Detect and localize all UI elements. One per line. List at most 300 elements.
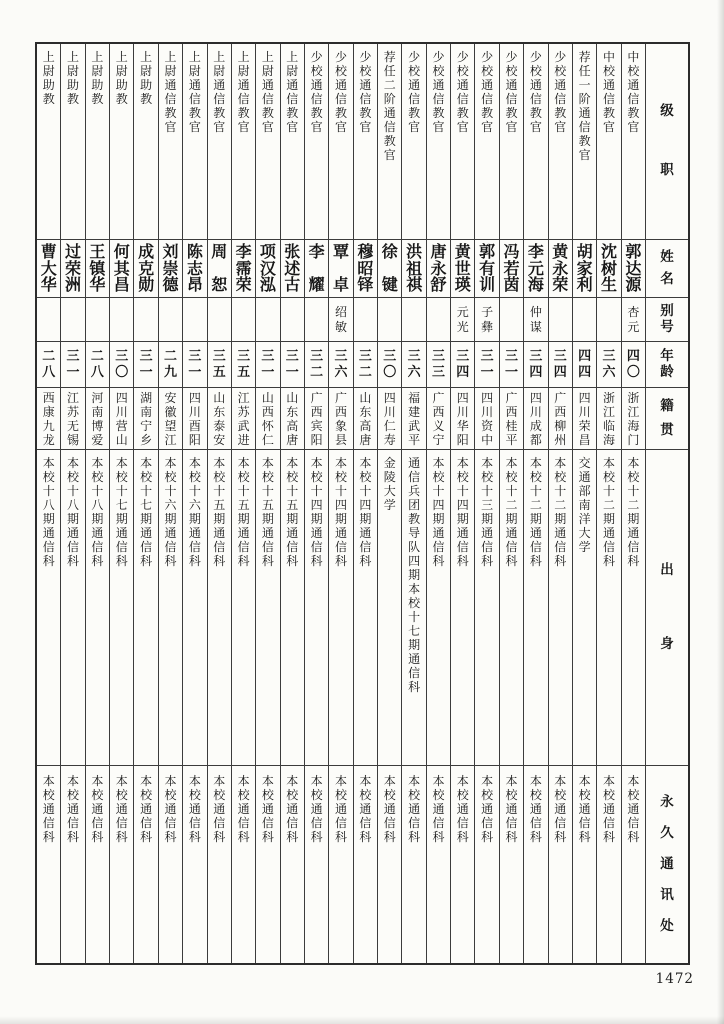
char: 福 — [408, 390, 421, 405]
native-place-cell — [110, 388, 133, 450]
char: 怀 — [261, 418, 274, 433]
person-column — [401, 44, 425, 963]
char: 四 — [529, 390, 542, 405]
char: 江 — [602, 404, 615, 419]
char: 助 — [91, 78, 104, 92]
char: 官 — [602, 120, 615, 134]
char: 仁 — [383, 418, 396, 433]
char: 信 — [335, 92, 348, 106]
origin-cell — [208, 450, 231, 766]
person-column — [60, 44, 84, 963]
char: 洪 — [406, 242, 423, 261]
rank-cell — [573, 44, 596, 240]
char: 州 — [554, 432, 567, 447]
char: 通 — [529, 78, 542, 92]
char: 通 — [286, 802, 299, 816]
address-cell — [402, 766, 425, 963]
char: 科 — [310, 554, 323, 568]
char: 校 — [627, 64, 640, 78]
char: 科 — [310, 830, 323, 844]
char: 尉 — [67, 64, 80, 78]
name-cell — [37, 240, 60, 298]
address-cell — [378, 766, 401, 963]
origin-cell — [402, 450, 425, 766]
char: 教 — [554, 106, 567, 120]
char: 部 — [578, 484, 591, 498]
char: 通 — [42, 526, 55, 540]
char: 西 — [505, 404, 518, 419]
char: 科 — [408, 830, 421, 844]
alias-cell — [183, 298, 206, 342]
char: 通 — [261, 802, 274, 816]
char: 少 — [408, 50, 421, 64]
address-cell — [524, 766, 547, 963]
char: 信 — [164, 92, 177, 106]
char: 官 — [213, 120, 226, 134]
char: 本 — [627, 456, 640, 470]
char: 广 — [432, 390, 445, 405]
char: 本 — [359, 456, 372, 470]
address-cell — [597, 766, 620, 963]
char: 本 — [115, 774, 128, 788]
char: 本 — [456, 774, 469, 788]
char: 西 — [554, 404, 567, 419]
char: 永 — [552, 258, 569, 278]
char: 都 — [529, 432, 542, 447]
char: 久 — [660, 824, 674, 841]
rank-cell — [183, 44, 206, 240]
char: 通 — [310, 78, 323, 92]
char: 四 — [335, 498, 348, 512]
char: 本 — [408, 582, 421, 596]
char: 校 — [140, 788, 153, 802]
char: 校 — [335, 788, 348, 802]
char: 十 — [140, 484, 153, 498]
age-cell — [305, 342, 328, 388]
char: 信 — [602, 816, 615, 830]
char: 通 — [91, 802, 104, 816]
char: 无 — [67, 418, 80, 433]
char: 通 — [286, 78, 299, 92]
char: 本 — [140, 774, 153, 788]
char: 阶 — [578, 92, 591, 106]
char: 十 — [91, 484, 104, 498]
char: 通 — [456, 802, 469, 816]
char: 四 — [456, 390, 469, 405]
age-cell — [427, 342, 450, 388]
char: 通 — [115, 526, 128, 540]
char: 阳 — [310, 432, 323, 447]
rank-cell — [37, 44, 60, 240]
char: 信 — [627, 816, 640, 830]
char: 贯 — [660, 421, 674, 438]
char: 西 — [310, 404, 323, 419]
char: 科 — [408, 680, 421, 694]
rank-cell — [281, 44, 304, 240]
name-cell — [524, 240, 547, 298]
char: 十 — [335, 484, 348, 498]
char: 科 — [213, 830, 226, 844]
char: 宾 — [310, 418, 323, 433]
char: 信 — [261, 816, 274, 830]
rank-cell — [61, 44, 84, 240]
char: 柳 — [554, 418, 567, 433]
char: 期 — [237, 512, 250, 526]
char: 信 — [408, 666, 421, 680]
char: 川 — [115, 404, 128, 419]
address-cell — [134, 766, 157, 963]
char: 教 — [213, 106, 226, 120]
char: 八 — [90, 365, 104, 380]
age-cell — [256, 342, 279, 388]
char: 龙 — [42, 432, 55, 447]
char: 有 — [479, 258, 496, 278]
char: 通 — [383, 106, 396, 120]
alias-cell — [549, 298, 572, 342]
person-column — [280, 44, 304, 963]
char: 教 — [42, 92, 55, 106]
char: 信 — [310, 816, 323, 830]
char: 通 — [408, 456, 421, 470]
origin-cell — [61, 450, 84, 766]
char: 黄 — [552, 242, 569, 261]
char: 官 — [310, 120, 323, 134]
char: 通 — [602, 78, 615, 92]
rank-cell — [402, 44, 425, 240]
char: 通 — [67, 802, 80, 816]
age-cell — [378, 342, 401, 388]
char: 通 — [140, 526, 153, 540]
rank-cell — [597, 44, 620, 240]
char: 中 — [481, 432, 494, 447]
char: 十 — [456, 484, 469, 498]
char: 元 — [527, 258, 544, 278]
char: 信 — [237, 540, 250, 554]
alias-cell — [451, 298, 474, 342]
char: 资 — [481, 418, 494, 433]
char: 通 — [660, 855, 674, 872]
char: 校 — [164, 470, 177, 484]
char: 校 — [310, 470, 323, 484]
char: 通 — [627, 802, 640, 816]
char: 籍 — [660, 398, 674, 414]
char: 科 — [481, 554, 494, 568]
char: 古 — [284, 275, 301, 294]
alias-cell — [110, 298, 133, 342]
char: 通 — [408, 652, 421, 666]
char: 信 — [359, 92, 372, 106]
char: 龄 — [660, 363, 674, 380]
char: 四 — [626, 349, 640, 364]
char: 校 — [359, 788, 372, 802]
address-cell — [451, 766, 474, 963]
char: 曹 — [40, 242, 57, 261]
char: 三 — [456, 349, 470, 364]
origin-cell — [86, 450, 109, 766]
char: 五 — [237, 498, 250, 512]
name-cell — [232, 240, 255, 298]
char: 通 — [432, 526, 445, 540]
char: 本 — [432, 456, 445, 470]
char: 教 — [481, 106, 494, 120]
char: 通 — [554, 78, 567, 92]
char: 二 — [42, 349, 56, 364]
header-native-place — [646, 388, 688, 450]
char: 信 — [213, 540, 226, 554]
char: 徽 — [164, 404, 177, 419]
char: 十 — [529, 484, 542, 498]
char: 信 — [359, 540, 372, 554]
alias-cell — [427, 298, 450, 342]
char: 信 — [578, 120, 591, 134]
char: 营 — [115, 418, 128, 433]
char: 荐 — [383, 50, 396, 64]
age-cell — [183, 342, 206, 388]
char: 信 — [286, 540, 299, 554]
age-cell — [622, 342, 645, 388]
char: 五 — [212, 365, 226, 380]
address-cell — [475, 766, 498, 963]
char: 通 — [140, 802, 153, 816]
char: 信 — [481, 540, 494, 554]
char: 六 — [188, 498, 201, 512]
char: 广 — [310, 390, 323, 405]
native-place-cell — [208, 388, 231, 450]
person-column — [207, 44, 231, 963]
char: 上 — [237, 50, 250, 64]
char: 上 — [91, 50, 104, 64]
char: 十 — [359, 484, 372, 498]
person-column — [182, 44, 206, 963]
rank-cell — [208, 44, 231, 240]
char: 信 — [456, 816, 469, 830]
rank-cell — [524, 44, 547, 240]
char: 校 — [359, 470, 372, 484]
char: 中 — [627, 50, 640, 64]
char: 信 — [213, 92, 226, 106]
char: 科 — [529, 830, 542, 844]
char: 教 — [91, 92, 104, 106]
char: 别 — [660, 303, 674, 319]
alias-cell — [475, 298, 498, 342]
char: 敏 — [335, 320, 348, 334]
char: 绍 — [335, 305, 348, 319]
person-column — [450, 44, 474, 963]
char: 张 — [284, 242, 301, 261]
char: 二 — [627, 498, 640, 512]
char: 上 — [213, 50, 226, 64]
native-place-cell — [159, 388, 182, 450]
char: 少 — [310, 50, 323, 64]
char: 尉 — [286, 64, 299, 78]
char: 三 — [553, 349, 567, 364]
person-column — [548, 44, 572, 963]
char: 官 — [456, 120, 469, 134]
char: 上 — [42, 50, 55, 64]
age-cell — [524, 342, 547, 388]
char: 科 — [115, 830, 128, 844]
char: 科 — [335, 554, 348, 568]
char: 十 — [481, 484, 494, 498]
name-cell — [451, 240, 474, 298]
char: 浙 — [602, 390, 615, 405]
char: 乡 — [140, 432, 153, 447]
char: 三 — [480, 349, 494, 364]
char: 四 — [115, 390, 128, 405]
char: 四 — [408, 554, 421, 568]
origin-cell — [110, 450, 133, 766]
char: 通 — [213, 526, 226, 540]
char: 科 — [188, 830, 201, 844]
char: 宁 — [140, 418, 153, 433]
char: 科 — [213, 554, 226, 568]
char: 科 — [67, 830, 80, 844]
page-number: 1472 — [655, 971, 694, 987]
char: 通 — [554, 526, 567, 540]
char: 一 — [66, 365, 80, 380]
address-cell — [354, 766, 377, 963]
char: 项 — [259, 242, 276, 261]
char: 勋 — [138, 275, 155, 294]
person-column — [426, 44, 450, 963]
char: 校 — [456, 64, 469, 78]
char: 生 — [600, 275, 617, 294]
char: 山 — [213, 390, 226, 405]
char: 官 — [286, 120, 299, 134]
char: 一 — [505, 365, 519, 380]
char: 泓 — [259, 275, 276, 294]
char: 六 — [164, 498, 177, 512]
char: 泰 — [213, 418, 226, 433]
origin-cell — [183, 450, 206, 766]
char: 海 — [527, 275, 544, 294]
char: 期 — [213, 512, 226, 526]
char: 克 — [138, 258, 155, 278]
char: 海 — [627, 418, 640, 433]
char: 信 — [42, 816, 55, 830]
char: 本 — [481, 774, 494, 788]
char: 德 — [162, 275, 179, 294]
char: 学 — [383, 498, 396, 512]
char: 临 — [602, 418, 615, 433]
char: 唐 — [286, 432, 299, 447]
char: 交 — [578, 456, 591, 470]
char: 三 — [285, 349, 299, 364]
char: 广 — [505, 390, 518, 405]
char: 官 — [505, 120, 518, 134]
native-place-cell — [183, 388, 206, 450]
char: 期 — [408, 568, 421, 582]
char: 本 — [505, 456, 518, 470]
char: 三 — [188, 349, 202, 364]
char: 通 — [237, 526, 250, 540]
alias-cell — [500, 298, 523, 342]
char: 通 — [408, 802, 421, 816]
char: 六 — [602, 365, 616, 380]
char: 世 — [454, 258, 471, 278]
char: 十 — [213, 484, 226, 498]
age-cell — [281, 342, 304, 388]
person-column — [37, 44, 60, 963]
char: 四 — [553, 365, 567, 380]
char: 通 — [286, 526, 299, 540]
char: 本 — [335, 456, 348, 470]
char: 中 — [602, 50, 615, 64]
char: 本 — [42, 456, 55, 470]
char: 本 — [237, 456, 250, 470]
age-cell — [597, 342, 620, 388]
char: 利 — [576, 275, 593, 294]
char: 官 — [578, 148, 591, 162]
char: 少 — [432, 50, 445, 64]
name-cell — [256, 240, 279, 298]
char: 三 — [481, 498, 494, 512]
char: 湖 — [140, 390, 153, 405]
address-cell — [427, 766, 450, 963]
age-cell — [134, 342, 157, 388]
char: 通 — [164, 78, 177, 92]
char: 处 — [660, 917, 674, 934]
char: 陵 — [383, 470, 396, 484]
char: 元 — [456, 305, 469, 319]
age-cell — [208, 342, 231, 388]
char: 科 — [335, 830, 348, 844]
char: 校 — [261, 470, 274, 484]
char: 通 — [261, 526, 274, 540]
char: 通 — [188, 526, 201, 540]
char: 六 — [334, 365, 348, 380]
char: 信 — [91, 540, 104, 554]
char: 官 — [408, 120, 421, 134]
char: 信 — [554, 92, 567, 106]
char: 唐 — [430, 242, 447, 261]
char: 源 — [625, 275, 642, 294]
rank-cell — [256, 44, 279, 240]
char: 教 — [310, 106, 323, 120]
char: 信 — [67, 816, 80, 830]
char: 信 — [627, 92, 640, 106]
char: 彝 — [481, 320, 494, 334]
char: 科 — [481, 830, 494, 844]
char: 信 — [115, 540, 128, 554]
char: 尉 — [91, 64, 104, 78]
char: 树 — [600, 258, 617, 278]
char: 山 — [286, 390, 299, 405]
person-column — [328, 44, 352, 963]
char: 校 — [602, 470, 615, 484]
char: 王 — [89, 242, 106, 261]
rank-cell — [329, 44, 352, 240]
char: 陈 — [186, 242, 203, 261]
age-cell — [61, 342, 84, 388]
native-place-cell — [354, 388, 377, 450]
char: 通 — [359, 802, 372, 816]
char: 二 — [383, 78, 396, 92]
char: 三 — [505, 349, 519, 364]
char: 团 — [408, 498, 421, 512]
char: 西 — [42, 390, 55, 405]
char: 校 — [261, 788, 274, 802]
char: 阳 — [188, 432, 201, 447]
char: 教 — [115, 92, 128, 106]
alias-cell — [86, 298, 109, 342]
char: 教 — [408, 512, 421, 526]
char: 荣 — [552, 275, 569, 294]
char: 覃 — [333, 242, 350, 261]
char: 校 — [115, 470, 128, 484]
rank-cell — [305, 44, 328, 240]
char: 科 — [237, 830, 250, 844]
